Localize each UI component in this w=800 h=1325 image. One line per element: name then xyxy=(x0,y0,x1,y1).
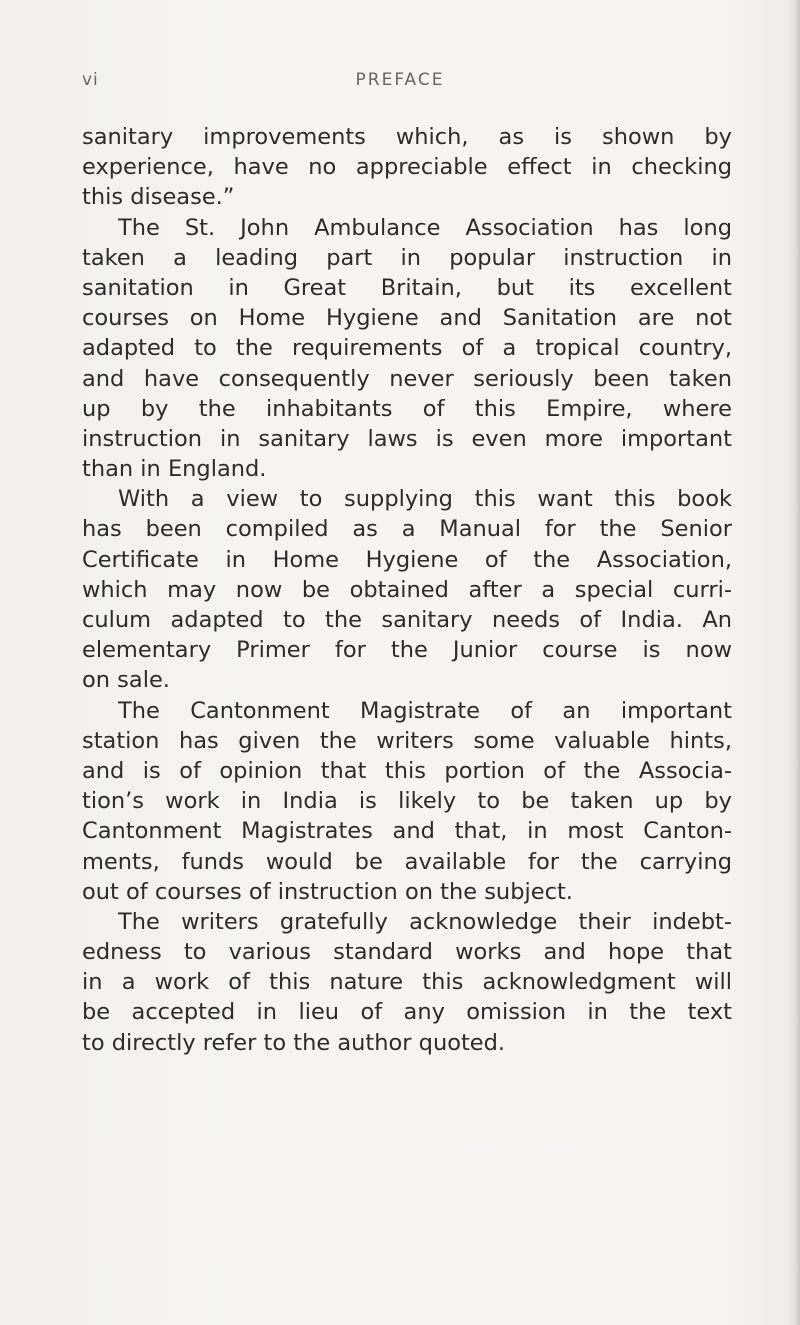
text-line: adapted to the requirements of a tropical country, xyxy=(82,335,732,362)
text-line: has been compiled as a Manual for the Senior xyxy=(82,516,732,543)
text-line: up by the inhabitants of this Empire, where xyxy=(82,395,732,422)
text-line: station has given the writers some valuable hints, xyxy=(82,727,732,754)
text-line: Cantonment Magistrates and that, in most Canton- xyxy=(82,818,732,845)
running-head-title: PREFACE xyxy=(355,70,445,90)
text-line: ments, funds would be available for the carrying xyxy=(82,848,732,875)
text-line: instruction in sanitary laws is even more important xyxy=(82,425,732,452)
text-line: than in England. xyxy=(82,456,267,483)
text-line: on sale. xyxy=(82,667,170,694)
text-line: to directly refer to the author quoted. xyxy=(82,1029,506,1056)
page-number: vi xyxy=(82,70,99,90)
page-edge-shadow xyxy=(788,0,800,1325)
text-line: sanitary improvements which, as is shown by xyxy=(82,124,732,150)
text-line: The Cantonment Magistrate of an important xyxy=(118,697,732,724)
text-line: and is of opinion that this portion of the Associa- xyxy=(82,757,732,784)
running-head xyxy=(0,70,800,96)
text-line: The writers gratefully acknowledge their indebt- xyxy=(118,908,732,935)
text-line: be accepted in lieu of any omission in the text xyxy=(82,999,732,1026)
text-line: experience, have no appreciable effect in checking xyxy=(82,154,732,181)
text-line: and have consequently never seriously been taken xyxy=(82,365,732,392)
text-line: The St. John Ambulance Association has long xyxy=(118,214,732,241)
text-line: Certificate in Home Hygiene of the Association, xyxy=(82,546,732,573)
text-line: taken a leading part in popular instruction in xyxy=(82,244,732,271)
text-line: which may now be obtained after a special curri- xyxy=(82,576,732,603)
text-line: this disease.” xyxy=(82,184,235,211)
text-line: tion’s work in India is likely to be taken up by xyxy=(82,788,732,815)
body-text xyxy=(82,122,732,1058)
text-line: in a work of this nature this acknowledgment will xyxy=(82,969,732,996)
text-line: With a view to supplying this want this book xyxy=(118,486,732,513)
text-line: courses on Home Hygiene and Sanitation are not xyxy=(82,305,732,332)
text-line: culum adapted to the sanitary needs of India. An xyxy=(82,607,732,633)
text-line: out of courses of instruction on the subject. xyxy=(82,878,573,905)
text-line: sanitation in Great Britain, but its excellent xyxy=(82,274,732,301)
text-line: elementary Primer for the Junior course is now xyxy=(82,637,732,664)
text-line: edness to various standard works and hope that xyxy=(82,939,732,966)
